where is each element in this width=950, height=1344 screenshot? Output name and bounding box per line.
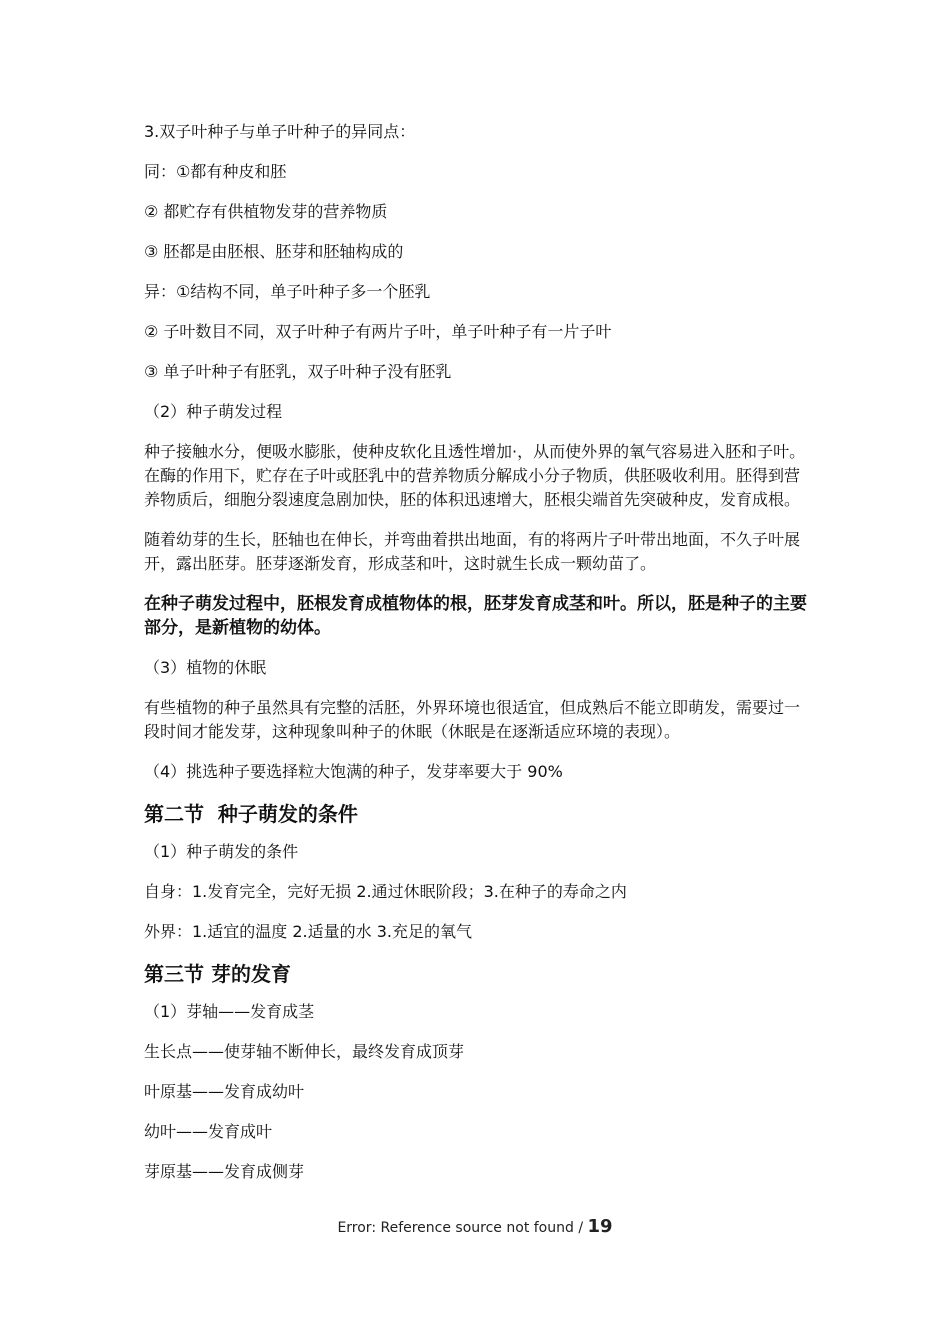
paragraph: （1）芽轴——发育成茎 [144,1002,315,1021]
section-heading: 第二节 种子萌发的条件 [144,802,358,826]
document-body [144,120,814,1200]
paragraph: ③ 单子叶种子有胚乳，双子叶种子没有胚乳 [144,362,452,381]
paragraph: 随着幼芽的生长，胚轴也在伸长，并弯曲着拱出地面，有的将两片子叶带出地面，不久子叶展开，露出胚芽。胚芽逐渐发育，形成茎和叶，这时就生长成一颗幼苗了。 [144,530,801,573]
paragraph: （4）挑选种子要选择粒大饱满的种子，发芽率要大于 90% [144,762,563,781]
paragraph: 自身：1.发育完全，完好无损 2.通过休眠阶段；3.在种子的寿命之内 [144,882,627,901]
paragraph: 有些植物的种子虽然具有完整的活胚，外界环境也很适宜，但成熟后不能立即萌发，需要过一段时间才能发芽，这种现象叫种子的休眠（休眠是在逐渐适应环境的表现）。 [144,698,801,741]
paragraph: 异：①结构不同，单子叶种子多一个胚乳 [144,282,431,301]
paragraph: 同：①都有种皮和胚 [144,162,287,181]
key-point-paragraph: 在种子萌发过程中，胚根发育成植物体的根，胚芽发育成茎和叶。所以，胚是种子的主要部分，是新植物的幼体。 [144,594,807,638]
paragraph: ② 子叶数目不同，双子叶种子有两片子叶，单子叶种子有一片子叶 [144,322,612,341]
paragraph: （2）种子萌发过程 [144,402,283,421]
paragraph: （1）种子萌发的条件 [144,842,299,861]
paragraph: 3.双子叶种子与单子叶种子的异同点： [144,122,416,141]
paragraph: 叶原基——发育成幼叶 [144,1082,305,1101]
page-footer [0,1215,950,1240]
paragraph: （3）植物的休眠 [144,658,267,677]
page-number: 19 [587,1216,613,1237]
paragraph: 幼叶——发育成叶 [144,1122,273,1141]
paragraph: 生长点——使芽轴不断伸长，最终发育成顶芽 [144,1042,465,1061]
paragraph: ② 都贮存有供植物发芽的营养物质 [144,202,388,221]
paragraph: 外界：1.适宜的温度 2.适量的水 3.充足的氧气 [144,922,472,941]
paragraph: 芽原基——发育成侧芽 [144,1162,305,1181]
section-heading: 第三节 芽的发育 [144,962,291,986]
paragraph: 种子接触水分，便吸水膨胀，使种皮软化且透性增加·，从而使外界的氧气容易进入胚和子叶。在酶的作用下，贮存在子叶或胚乳中的营养物质分解成小分子物质，供胚吸收利用。胚得到营养物质后，细胞分裂速度急剧加快，胚的体积迅速增大，胚根尖端首先突破种皮，发育成根。 [144,442,806,509]
paragraph: ③ 胚都是由胚根、胚芽和胚轴构成的 [144,242,404,261]
footer-text: Error: Reference source not found / [337,1220,588,1236]
